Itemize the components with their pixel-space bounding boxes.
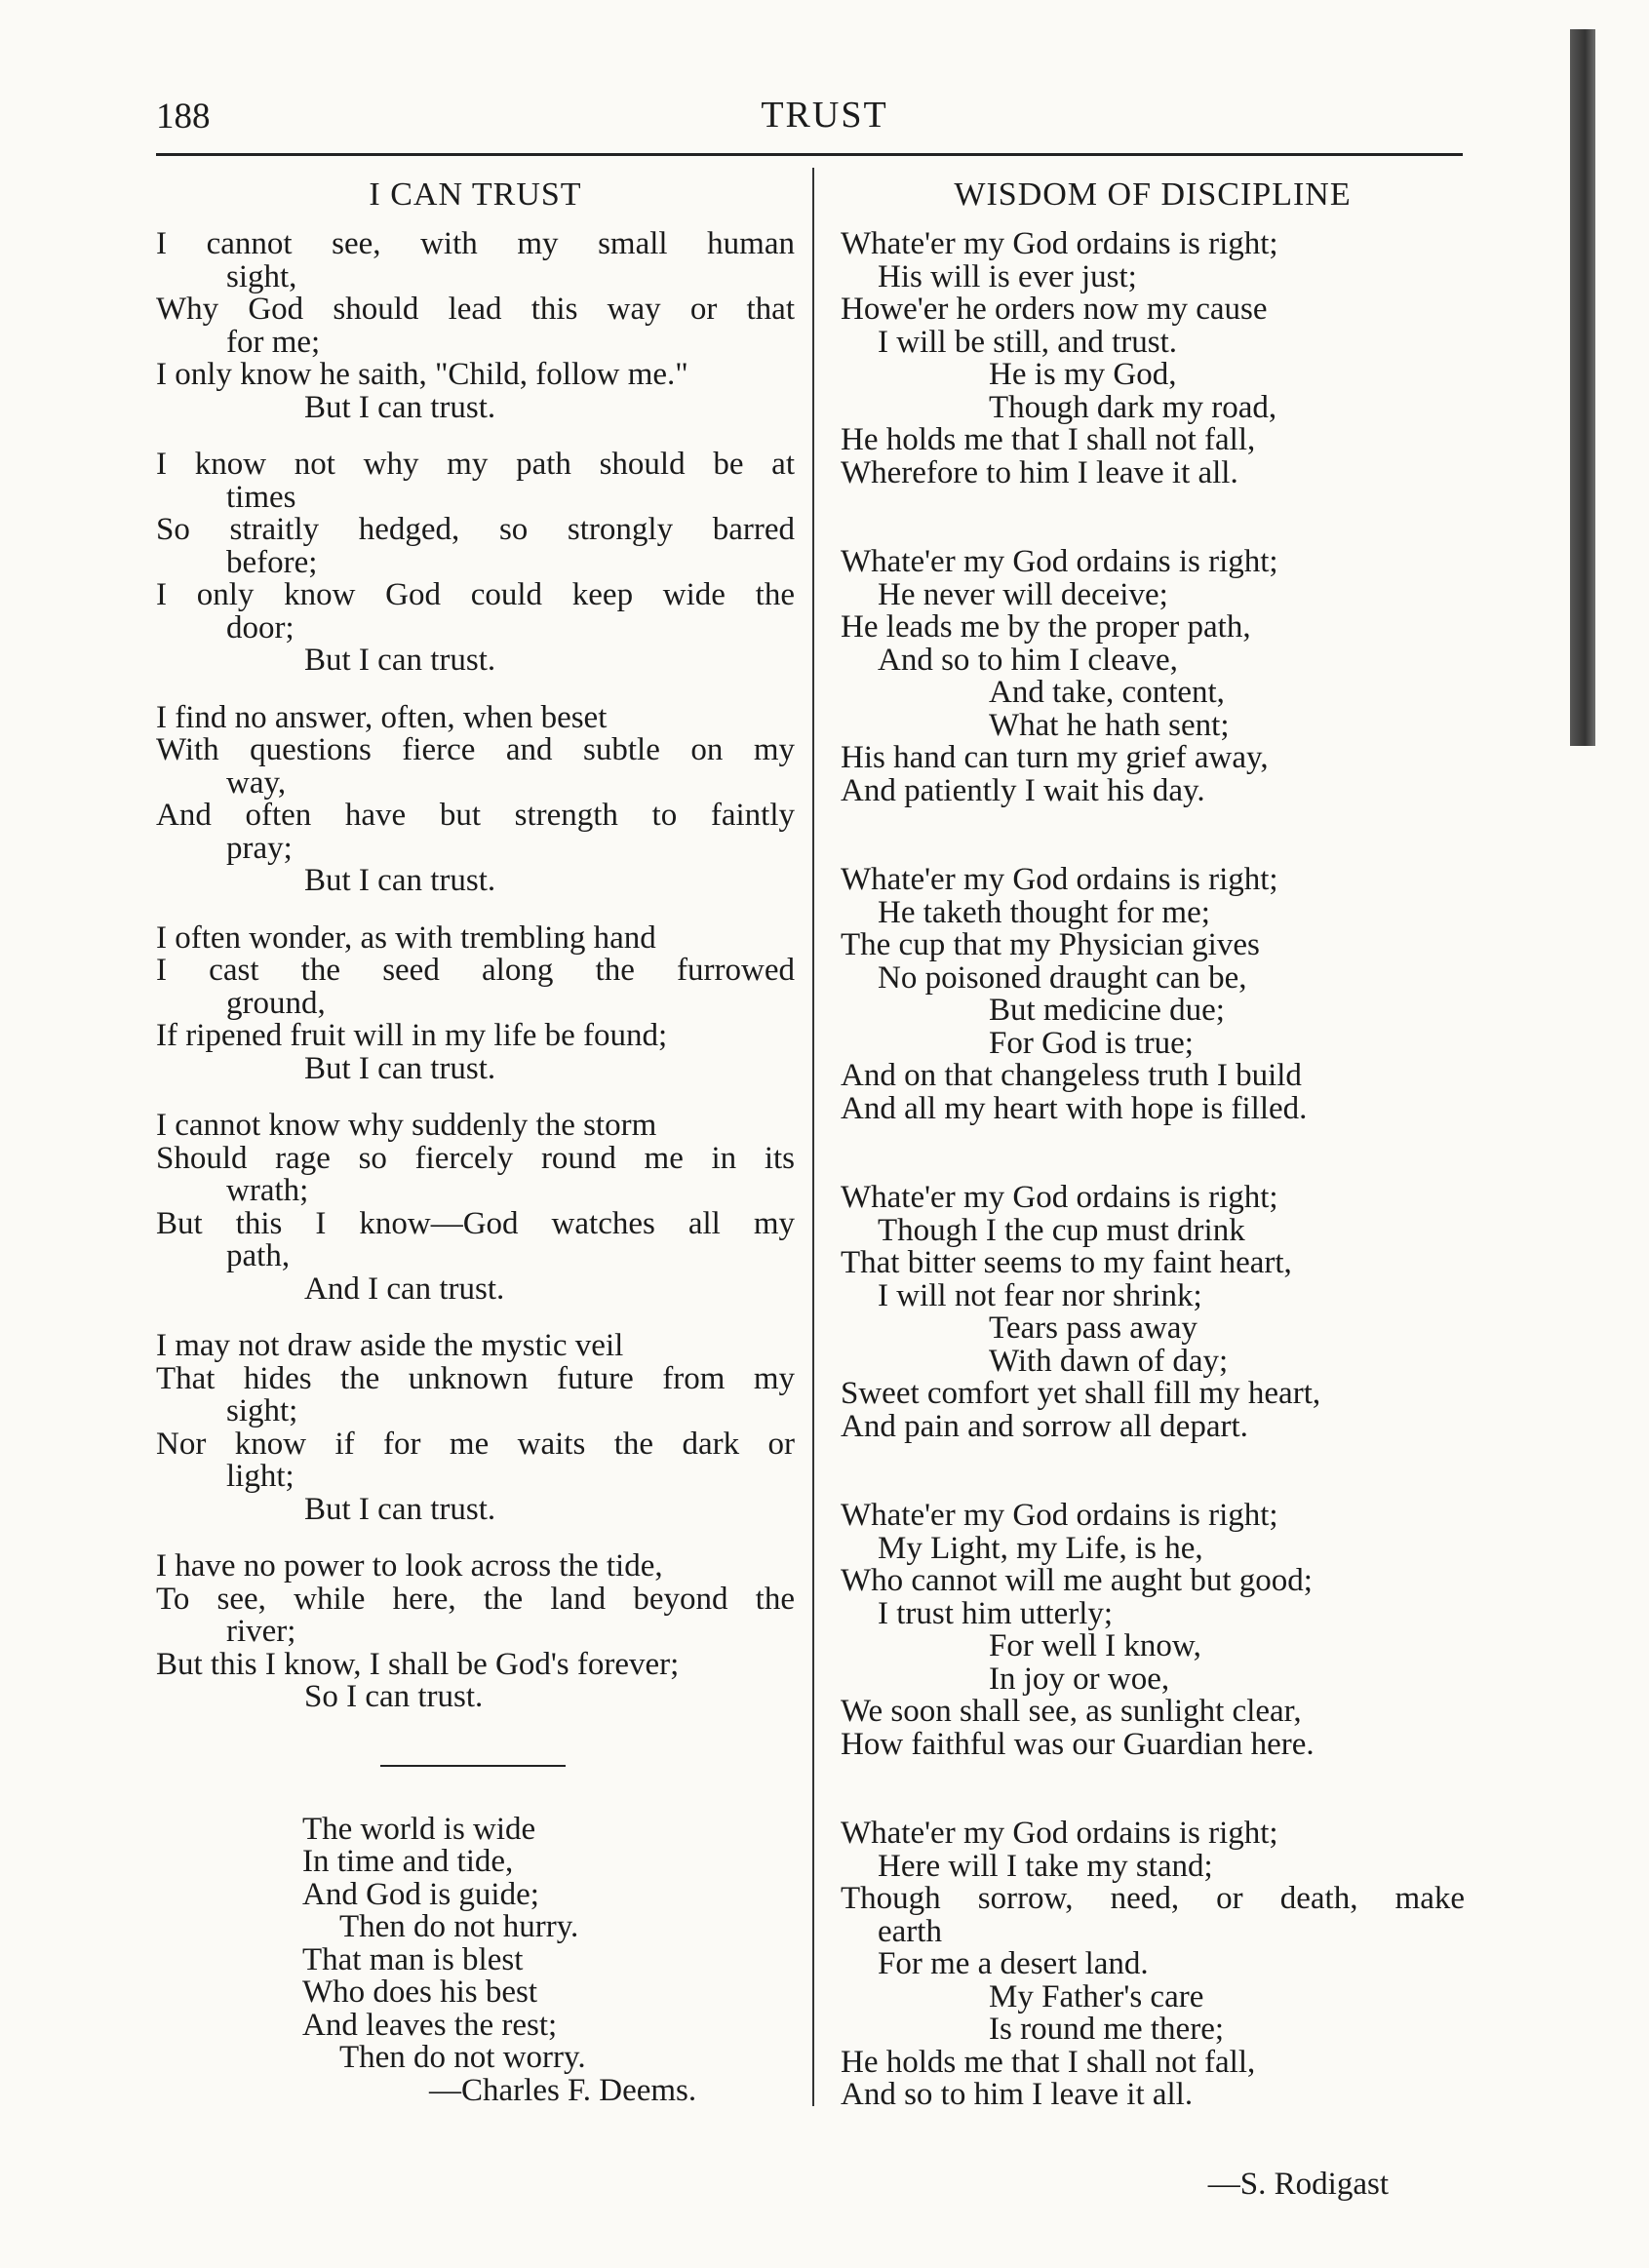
poem-line: And take, content, — [989, 675, 1225, 710]
poem-line: Tears pass away — [989, 1310, 1197, 1346]
poem-line: His hand can turn my grief away, — [841, 740, 1269, 775]
poem-line: The world is wide — [302, 1811, 536, 1847]
poem-line: He taketh thought for me; — [878, 894, 1210, 930]
poem-line: And on that changeless truth I build — [841, 1058, 1302, 1093]
poem-line: The cup that my Physician gives — [841, 927, 1260, 962]
poem-the-world-is-wide — [156, 1811, 795, 2075]
stanza — [156, 449, 795, 678]
poem-line: His will is ever just; — [878, 258, 1137, 294]
poem-line: No poisoned draught can be, — [878, 959, 1247, 996]
poem-line: Here will I take my stand; — [878, 1848, 1213, 1884]
poem-title-i-can-trust: I CAN TRUST — [369, 176, 582, 213]
poem-line: My Light, my Life, is he, — [878, 1530, 1203, 1566]
stanza — [841, 1818, 1465, 2112]
poem-line: Then do not worry. — [339, 2040, 586, 2075]
poem-line: So straitly hedged, so strongly barred — [156, 512, 795, 547]
poem-line: Is round me there; — [989, 2012, 1225, 2047]
attribution-deems: —Charles F. Deems. — [429, 2072, 697, 2108]
poem-line: I may not draw aside the mystic veil — [156, 1328, 624, 1363]
stanza — [841, 546, 1465, 807]
poem-line: Whate'er my God ordains is right; — [841, 226, 1278, 261]
poem-line: Who does his best — [302, 1975, 538, 2010]
poem-line: ground, — [226, 985, 326, 1021]
stanza — [156, 228, 795, 424]
left-column — [156, 176, 795, 2107]
poem-line: path, — [226, 1238, 291, 1273]
poem-line: And so to him I leave it all. — [841, 2077, 1194, 2112]
poem-body-wisdom-of-discipline — [841, 228, 1465, 2112]
poem-line: I will be still, and trust. — [878, 324, 1178, 360]
poem-line: door; — [226, 609, 294, 645]
poem-line: And patiently I wait his day. — [841, 772, 1205, 808]
poem-line: I cannot see, with my small human — [156, 226, 795, 261]
poem-line: To see, while here, the land beyond the — [156, 1581, 795, 1617]
poem-line: For well I know, — [989, 1628, 1201, 1663]
poem-line: He leads me by the proper path, — [841, 609, 1251, 645]
poem-line: And so to him I cleave, — [878, 642, 1178, 678]
poem-line: Whate'er my God ordains is right; — [841, 1498, 1278, 1533]
poem-line: If ripened fruit will in my life be found; — [156, 1018, 668, 1053]
poem-line: In joy or woe, — [989, 1661, 1170, 1697]
poem-line: Wherefore to him I leave it all. — [841, 454, 1238, 490]
poem-line: He holds me that I shall not fall, — [841, 2044, 1256, 2080]
poem-line: Why God should lead this way or that — [156, 292, 795, 327]
poem-line: times — [226, 479, 296, 515]
poem-line: That man is blest — [302, 1941, 524, 1977]
stanza — [156, 1330, 795, 1526]
page-edge-shadow — [1570, 29, 1595, 746]
poem-line: That bitter seems to my faint heart, — [841, 1245, 1292, 1280]
poem-line: He never will deceive; — [878, 576, 1168, 612]
section-rule — [380, 1765, 566, 1767]
poem-line: And God is guide; — [302, 1876, 539, 1912]
poem-line: Sweet comfort yet shall fill my heart, — [841, 1376, 1321, 1411]
poem-line: And often have but strength to faintly — [156, 798, 795, 833]
poem-line: Whate'er my God ordains is right; — [841, 544, 1278, 579]
poem-line: I know not why my path should be at — [156, 447, 795, 482]
header-rule — [156, 153, 1463, 156]
poem-line: I trust him utterly; — [878, 1595, 1114, 1631]
poem-line: For me a desert land. — [878, 1946, 1149, 1981]
poem-line: He is my God, — [989, 357, 1177, 392]
poem-line: And leaves the rest; — [302, 2007, 558, 2043]
poem-line: But I can trust. — [304, 1491, 496, 1527]
poem-line: But this I know—God watches all my — [156, 1205, 795, 1241]
poem-line: He holds me that I shall not fall, — [841, 422, 1256, 457]
poem-line: We soon shall see, as sunlight clear, — [841, 1694, 1302, 1729]
poem-body-i-can-trust — [156, 228, 795, 1714]
poem-line: Should rage so fiercely round me in its — [156, 1140, 795, 1176]
poem-line: How faithful was our Guardian here. — [841, 1726, 1315, 1762]
stanza — [841, 228, 1465, 489]
poem-line: river; — [226, 1614, 296, 1649]
poem-title-wisdom-of-discipline: WISDOM OF DISCIPLINE — [954, 176, 1352, 213]
column-divider — [812, 168, 814, 2106]
poem-line: Whate'er my God ordains is right; — [841, 1180, 1278, 1215]
poem-line: For God is true; — [989, 1025, 1194, 1061]
poem-line: What he hath sent; — [989, 707, 1230, 743]
poem-line: Nor know if for me waits the dark or — [156, 1426, 795, 1462]
poem-line: But I can trust. — [304, 389, 496, 425]
stanza — [156, 1550, 795, 1714]
running-head: TRUST — [761, 95, 888, 136]
poem-line: sight; — [226, 1393, 298, 1428]
right-column — [841, 176, 1465, 2201]
poem-line: I often wonder, as with trembling hand — [156, 919, 656, 956]
poem-line: And I can trust. — [304, 1271, 505, 1307]
poem-line: I find no answer, often, when beset — [156, 699, 608, 735]
poem-line: for me; — [226, 324, 321, 360]
poem-line: Then do not hurry. — [339, 1909, 579, 1944]
poem-line: Though sorrow, need, or death, make — [841, 1881, 1465, 1916]
poem-line: And pain and sorrow all depart. — [841, 1408, 1248, 1444]
poem-line: I have no power to look across the tide, — [156, 1548, 663, 1584]
poem-line: earth — [878, 1913, 942, 1949]
poem-line: wrath; — [226, 1173, 309, 1208]
poem-line: before; — [226, 544, 318, 580]
poem-line: My Father's care — [989, 1978, 1204, 2014]
poem-line: Though dark my road, — [989, 389, 1277, 425]
poem-line: Who cannot will me aught but good; — [841, 1563, 1313, 1598]
poem-line: I cannot know why suddenly the storm — [156, 1108, 657, 1143]
poem-line: Though I the cup must drink — [878, 1212, 1245, 1248]
poem-line: With dawn of day; — [989, 1343, 1229, 1379]
poem-line: But I can trust. — [304, 643, 496, 678]
poem-line: I will not fear nor shrink; — [878, 1277, 1202, 1313]
poem-line: I only know God could keep wide the — [156, 577, 795, 612]
poem-line: Howe'er he orders now my cause — [841, 292, 1268, 327]
poem-line: Whate'er my God ordains is right; — [841, 1816, 1278, 1851]
poem-line: With questions fierce and subtle on my — [156, 732, 795, 767]
stanza — [156, 919, 795, 1086]
page-number: 188 — [156, 97, 211, 137]
poem-line: Whate'er my God ordains is right; — [841, 862, 1278, 897]
poem-line: In time and tide, — [302, 1844, 514, 1879]
poem-line: way, — [226, 764, 287, 801]
poem-line: I cast the seed along the furrowed — [156, 953, 795, 988]
stanza — [841, 1182, 1465, 1443]
stanza — [841, 864, 1465, 1125]
poem-line: And all my heart with hope is filled. — [841, 1090, 1308, 1126]
poem-line: That hides the unknown future from my — [156, 1360, 795, 1396]
poem-line: sight, — [226, 258, 297, 294]
poem-line: I only know he saith, "Child, follow me." — [156, 357, 688, 392]
poem-line: But medicine due; — [989, 993, 1225, 1028]
attribution-rodigast: —S. Rodigast — [1207, 2166, 1389, 2202]
poem-line: But this I know, I shall be God's forever; — [156, 1646, 680, 1682]
poem-line: But I can trust. — [304, 1050, 496, 1086]
stanza — [156, 1110, 795, 1306]
stanza — [841, 1500, 1465, 1761]
stanza — [156, 699, 795, 898]
poem-line: light; — [226, 1459, 294, 1494]
poem-line: But I can trust. — [304, 863, 496, 898]
poem-line: pray; — [226, 830, 293, 866]
poem-line: So I can trust. — [304, 1679, 484, 1714]
